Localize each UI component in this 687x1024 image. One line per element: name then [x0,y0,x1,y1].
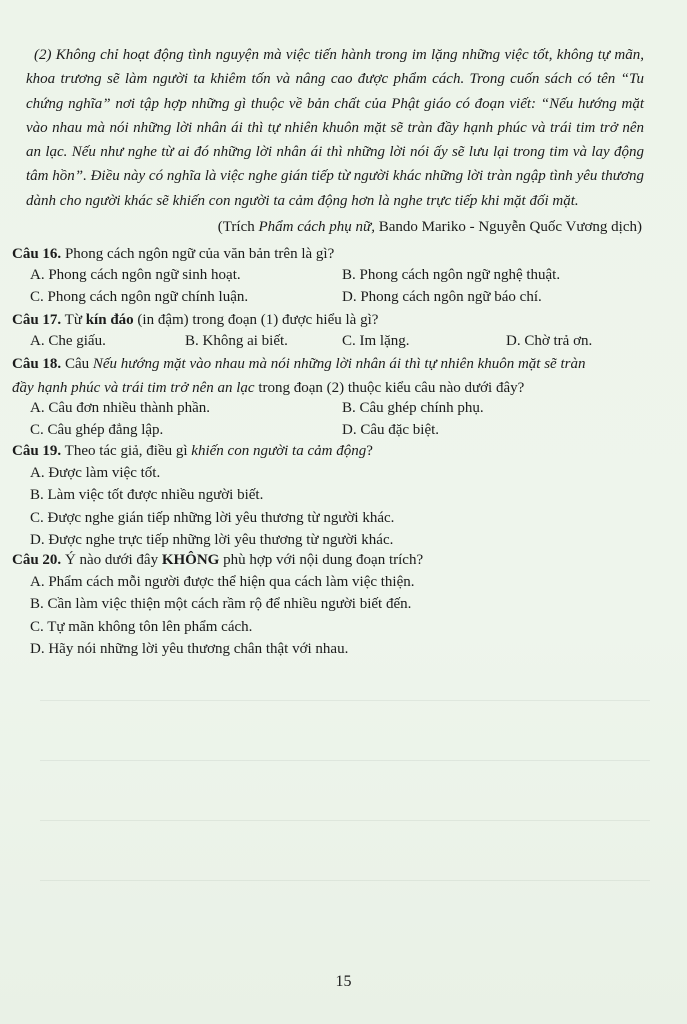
option-19-b[interactable]: B. Làm việc tốt được nhiều người biết. [30,487,264,503]
question-17-options-row [12,331,662,353]
option-17-d[interactable]: D. Chờ trả ơn. [506,332,593,349]
question-17 [12,310,662,353]
option-18-b[interactable]: B. Câu ghép chính phụ. [342,400,484,416]
question-20-text-pre: Ý nào dưới đây [61,552,162,568]
option-20-c[interactable]: C. Tự mãn không tôn lên phẩm cách. [30,618,253,635]
question-18-quoted-sentence-cont: đầy hạnh phúc và trái tim trở nên an lạc [12,379,255,396]
show-through-line [40,760,650,761]
question-17-number: Câu 17. [12,312,62,328]
question-16-options-row2 [12,287,662,309]
option-16-a[interactable]: A. Phong cách ngôn ngữ sinh hoạt. [30,266,241,283]
show-through-line [40,700,650,701]
option-17-c[interactable]: C. Im lặng. [342,332,410,349]
source-citation [162,219,642,236]
question-18-stem-line2 [12,378,662,399]
question-17-keyword: kín đáo [85,312,134,328]
source-title: Phẩm cách phụ nữ, [258,219,375,235]
question-18-options-row1 [12,398,662,420]
option-18-d[interactable]: D. Câu đặc biệt. [342,422,440,438]
question-17-stem [12,310,662,331]
question-18-stem-line1 [12,354,662,375]
question-17-text-post: (in đậm) trong đoạn (1) được hiểu là gì? [133,312,379,328]
question-19-number: Câu 19. [12,443,62,459]
question-18 [12,354,662,442]
option-17-b[interactable]: B. Không ai biết. [185,332,288,349]
question-16-stem [12,244,662,265]
question-20-text-post: phù hợp với nội dung đoạn trích? [219,552,424,568]
option-18-c[interactable]: C. Câu ghép đẳng lập. [30,422,164,438]
question-18-text-post: trong đoạn (2) thuộc kiểu câu nào dưới đây? [254,379,525,396]
option-19-a[interactable]: A. Được làm việc tốt. [30,464,161,481]
question-16 [12,244,662,309]
question-19-italic-phrase: khiến con người ta cảm động [191,443,367,459]
option-20-d[interactable]: D. Hãy nói những lời yêu thương chân thật với nhau. [30,641,349,657]
question-18-text-pre: Câu [61,356,93,372]
question-20 [12,550,662,661]
option-20-a[interactable]: A. Phẩm cách mỗi người được thể hiện qua cách làm việc thiện. [30,573,415,590]
source-suffix: Bando Mariko - Nguyễn Quốc Vương dịch) [375,219,642,235]
question-18-quoted-sentence: Nếu hướng mặt vào nhau mà nói những lời nhân ái thì tự nhiên khuôn mặt sẽ tràn [92,356,586,372]
question-19 [12,441,662,552]
question-20-emphasis: KHÔNG [161,552,220,568]
question-16-text: Phong cách ngôn ngữ của văn bản trên là gì? [61,246,335,262]
question-17-text-pre: Từ [61,312,86,328]
source-prefix: (Trích [217,219,259,235]
passage-paragraph-2: (2) Không chỉ hoạt động tình nguyện mà việc tiến hành trong im lặng những việc tốt, không tự mãn, khoa trương sẽ làm người ta khiêm tốn và nâng cao được phẩm cách. Trong cuốn sách có tên “Tu chứng nghĩa” nơi tập hợp những gì thuộc về bản chất của Phật giáo có đoạn viết: “Nếu hướng mặt vào nhau mà nói những lời nhân ái thì tự nhiên khuôn mặt sẽ tràn đầy hạnh phúc và trái tim trở nên an lạc. Nếu như nghe từ ai đó những lời nhân ái thì những lời nói ấy sẽ lưu lại trong tim và lay động tâm hồn”. Điều này có nghĩa là việc nghe gián tiếp từ người khác những lời tràn ngập tình yêu thương dành cho người khác sẽ khiến con người ta cảm động hơn là nghe trực tiếp khi mặt đối mặt. [26,47,644,209]
question-16-options-row1 [12,265,662,287]
question-19-stem [12,441,662,462]
option-16-b[interactable]: B. Phong cách ngôn ngữ nghệ thuật. [342,266,561,283]
option-16-d[interactable]: D. Phong cách ngôn ngữ báo chí. [342,288,542,305]
option-19-c[interactable]: C. Được nghe gián tiếp những lời yêu thương từ người khác. [30,509,395,526]
question-19-text-pre: Theo tác giả, điều gì [61,443,192,459]
show-through-line [40,820,650,821]
question-20-stem [12,550,662,571]
option-20-b[interactable]: B. Cần làm việc thiện một cách rầm rộ để nhiều người biết đến. [30,596,412,612]
option-16-c[interactable]: C. Phong cách ngôn ngữ chính luận. [30,288,249,305]
question-20-number: Câu 20. [12,552,62,568]
page-number: 15 [335,973,352,990]
question-16-number: Câu 16. [12,246,62,262]
show-through-line [40,880,650,881]
option-19-d[interactable]: D. Được nghe trực tiếp những lời yêu thương từ người khác. [30,532,394,548]
question-18-number: Câu 18. [12,356,62,372]
option-17-a[interactable]: A. Che giấu. [30,332,106,349]
question-19-text-post: ? [366,443,373,459]
question-18-options-row2 [12,420,662,442]
option-18-a[interactable]: A. Câu đơn nhiều thành phần. [30,400,210,416]
